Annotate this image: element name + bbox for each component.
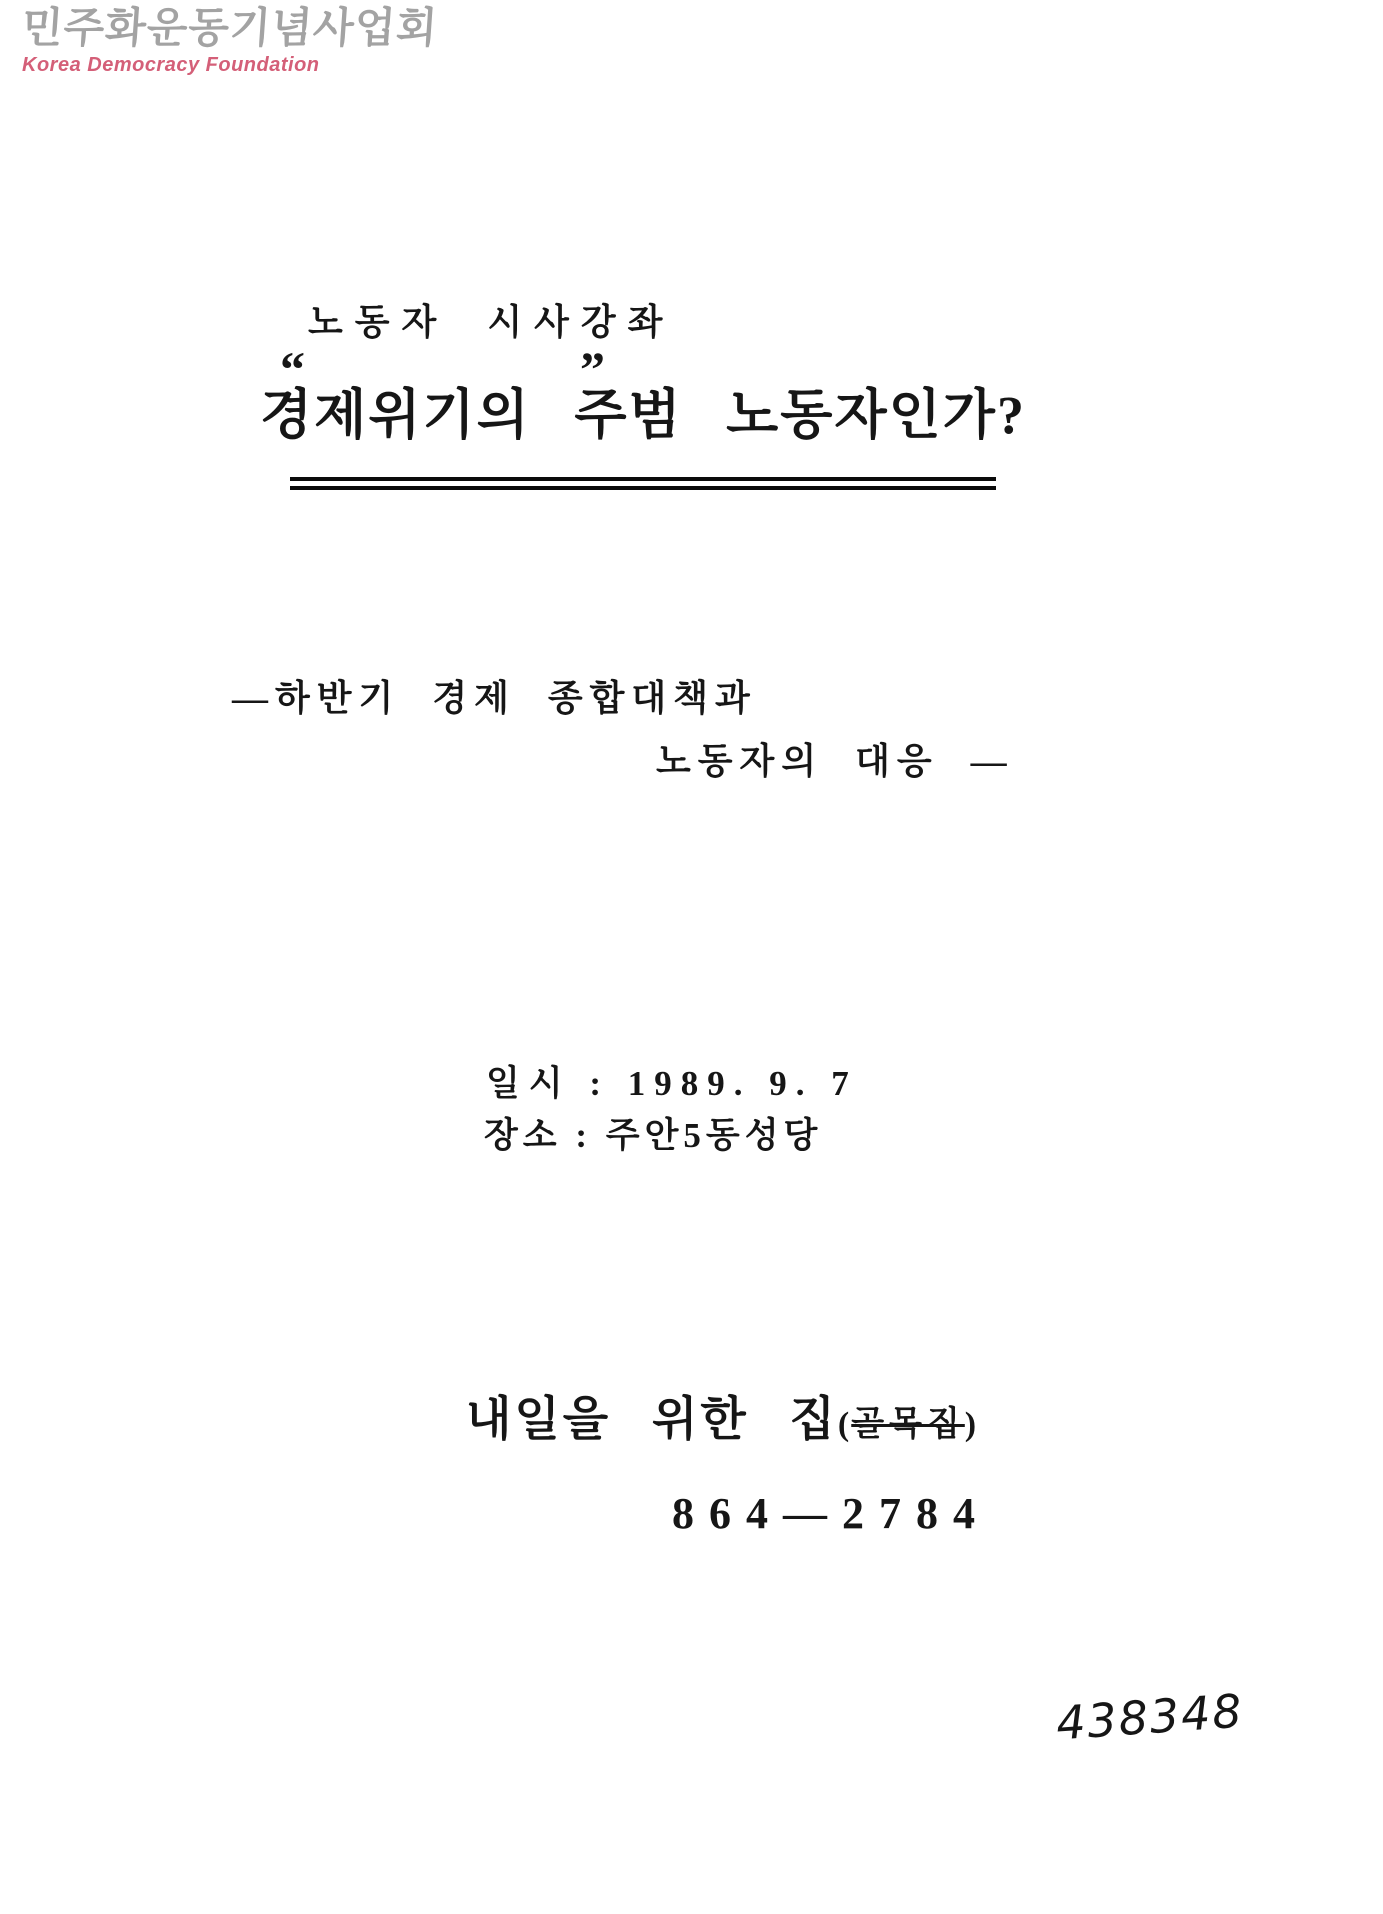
open-quote-mark: “	[280, 341, 305, 397]
handwritten-archive-number: 438348	[1054, 1683, 1246, 1751]
host-paren-close: )	[964, 1406, 979, 1443]
subtitle-line-2: 노동자의 대응 —	[656, 741, 1014, 781]
logo-english-name: Korea Democracy Foundation	[22, 54, 320, 77]
host-paren-open: (	[837, 1406, 852, 1443]
subtitle-line-1: —하반기 경제 종합대책과	[232, 678, 757, 718]
lecture-series-label: 노동자 시사강좌	[308, 302, 675, 342]
event-date-line: 일시 : 1989. 9. 7	[486, 1064, 858, 1103]
logo-korean-calligraphy: 민주화운동기념사업회	[20, 6, 440, 52]
host-line	[466, 1382, 978, 1449]
host-name: 내일을 위한 집	[466, 1394, 838, 1446]
title-double-underline	[290, 477, 996, 490]
event-venue-line: 장소 : 주안5동성당	[484, 1116, 823, 1155]
phone-number: 864—2784	[672, 1489, 990, 1538]
archive-logo	[22, 6, 438, 77]
close-quote-mark: ”	[580, 341, 605, 397]
document-title: 경제위기의 주범 노동자인가?	[260, 385, 1026, 445]
host-alt-name-struck: 골목집	[851, 1406, 965, 1443]
